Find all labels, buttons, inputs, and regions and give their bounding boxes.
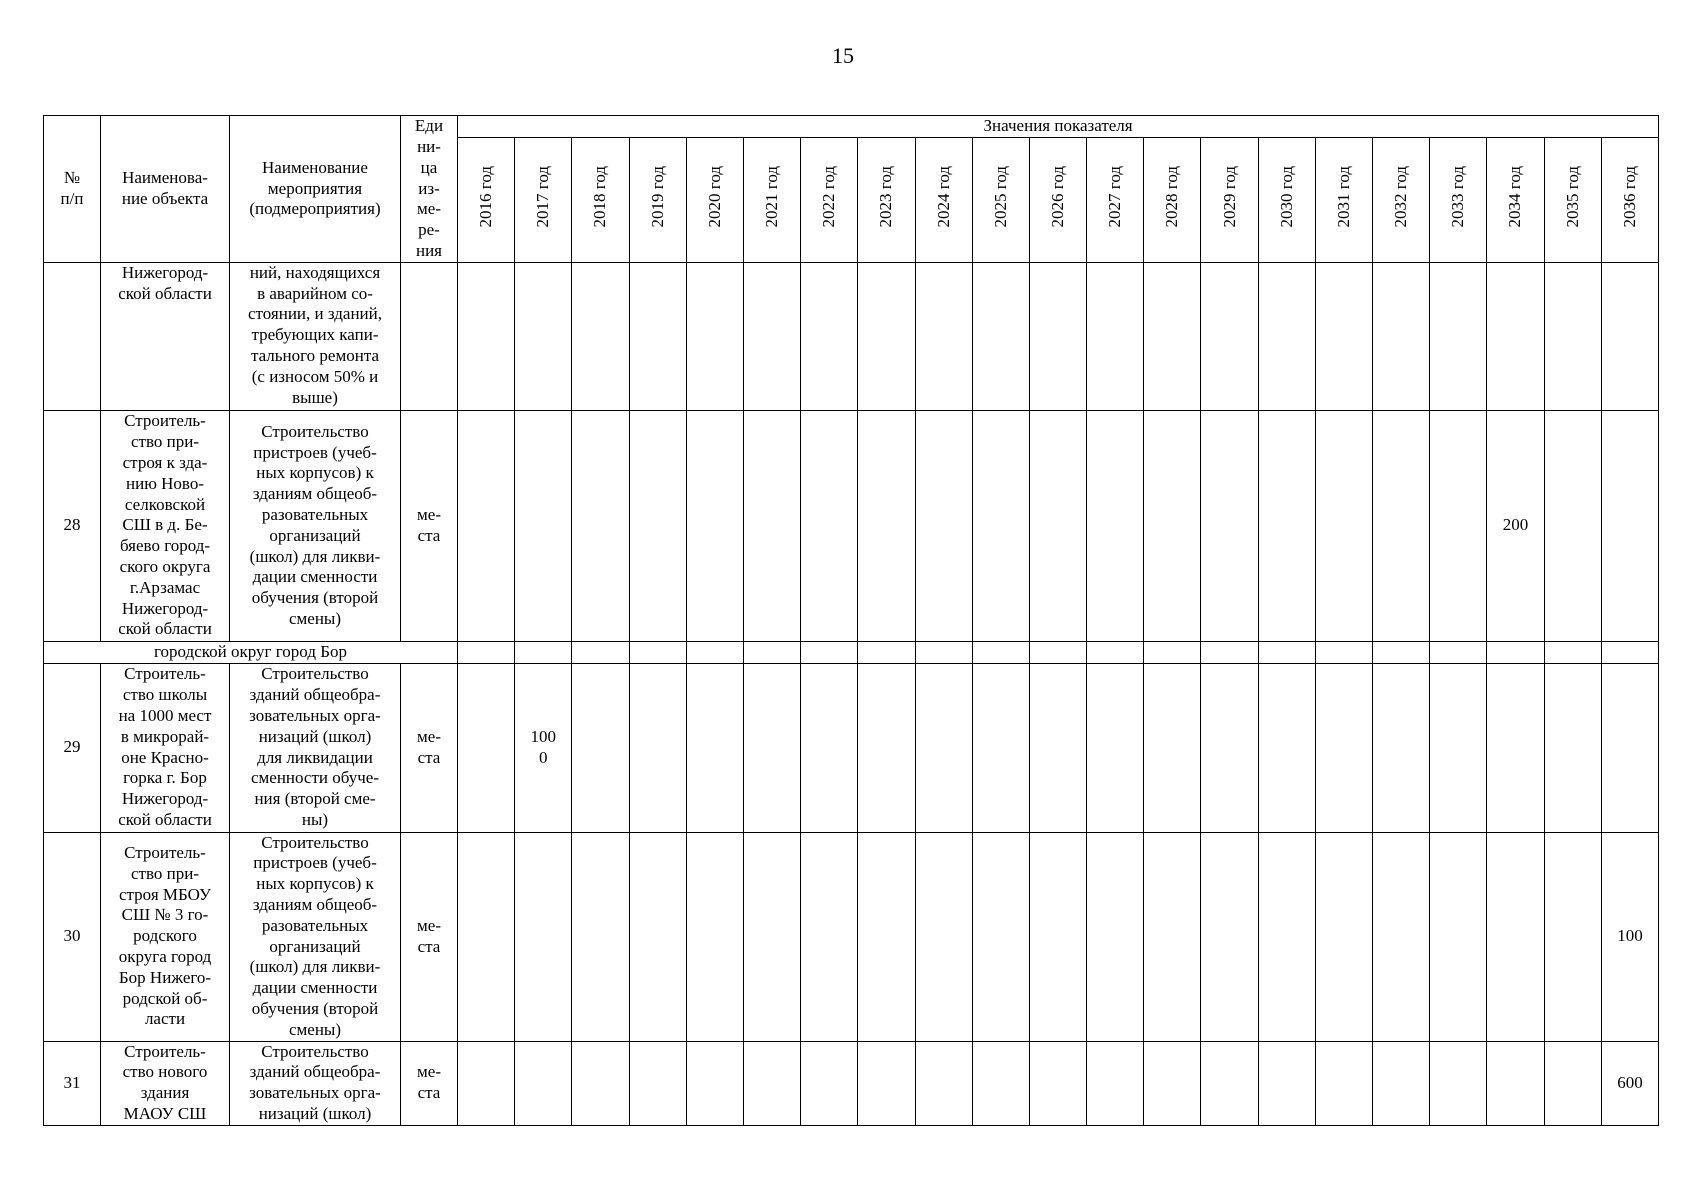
cell-value-2018 <box>572 262 629 410</box>
cell-value-2020 <box>686 410 743 641</box>
cell-value-2029 <box>1201 663 1258 832</box>
cell-value-2016 <box>458 832 515 1041</box>
cell-value-2028 <box>1144 1041 1201 1125</box>
year-label: 2018 год <box>590 166 610 228</box>
cell-number: 28 <box>44 410 101 641</box>
table-row <box>44 262 1659 410</box>
header-year-2033 <box>1430 137 1487 262</box>
cell-value-2036 <box>1601 410 1658 641</box>
cell-value-2026 <box>1029 262 1086 410</box>
year-label: 2029 год <box>1219 166 1239 228</box>
cell-value-2020 <box>686 663 743 832</box>
cell-value-2021 <box>743 641 800 663</box>
cell-value-2020 <box>686 1041 743 1125</box>
cell-value-2021 <box>743 832 800 1041</box>
cell-unit: ме- ста <box>401 1041 458 1125</box>
cell-value-2029 <box>1201 410 1258 641</box>
table-header <box>44 116 1659 263</box>
cell-value-2025 <box>972 262 1029 410</box>
cell-object-name: Нижегород- ской области <box>101 262 230 410</box>
header-year-2031 <box>1315 137 1372 262</box>
cell-value-2018 <box>572 641 629 663</box>
cell-value-2032 <box>1373 1041 1430 1125</box>
cell-value-2017 <box>515 832 572 1041</box>
cell-event-name: Строительство зданий общеобра- зовательных орга- низаций (школ) <box>230 1041 401 1125</box>
year-label: 2028 год <box>1162 166 1182 228</box>
cell-value-2023 <box>858 262 915 410</box>
header-year-2034 <box>1487 137 1544 262</box>
cell-value-2031 <box>1315 262 1372 410</box>
cell-number: 31 <box>44 1041 101 1125</box>
header-year-2020 <box>686 137 743 262</box>
cell-value-2033 <box>1430 641 1487 663</box>
cell-value-2017: 100 0 <box>515 663 572 832</box>
cell-value-2024 <box>915 262 972 410</box>
cell-value-2032 <box>1373 410 1430 641</box>
cell-value-2026 <box>1029 1041 1086 1125</box>
cell-event-name: Строительство зданий общеобра- зовательных орга- низаций (школ) для ликвидации сменности обуче- ния (второй сме- ны) <box>230 663 401 832</box>
cell-value-2026 <box>1029 663 1086 832</box>
cell-value-2022 <box>801 641 858 663</box>
cell-value-2017 <box>515 641 572 663</box>
year-label: 2019 год <box>647 166 667 228</box>
header-year-2023 <box>858 137 915 262</box>
cell-unit: ме- ста <box>401 663 458 832</box>
cell-value-2028 <box>1144 641 1201 663</box>
cell-number: 30 <box>44 832 101 1041</box>
cell-value-2020 <box>686 262 743 410</box>
header-year-2019 <box>629 137 686 262</box>
cell-unit: ме- ста <box>401 832 458 1041</box>
header-number: № п/п <box>44 116 101 263</box>
cell-value-2030 <box>1258 262 1315 410</box>
year-label: 2031 год <box>1333 166 1353 228</box>
cell-event-name: Строительство пристроев (учеб- ных корпусов) к зданиям общеоб- разовательных организаций (школ) для ликви- дации сменности обучения (второй смены) <box>230 410 401 641</box>
cell-value-2021 <box>743 410 800 641</box>
cell-value-2025 <box>972 410 1029 641</box>
cell-value-2023 <box>858 641 915 663</box>
year-label: 2026 год <box>1047 166 1067 228</box>
cell-value-2030 <box>1258 641 1315 663</box>
cell-object-name: Строитель- ство при- строя МБОУ СШ № 3 го- родского округа город Бор Нижего- родской об- ласти <box>101 832 230 1041</box>
cell-unit <box>401 262 458 410</box>
cell-value-2021 <box>743 663 800 832</box>
cell-value-2033 <box>1430 410 1487 641</box>
header-year-2016 <box>458 137 515 262</box>
cell-value-2018 <box>572 410 629 641</box>
year-label: 2030 год <box>1276 166 1296 228</box>
cell-value-2022 <box>801 262 858 410</box>
cell-value-2027 <box>1087 410 1144 641</box>
cell-value-2034 <box>1487 641 1544 663</box>
cell-value-2021 <box>743 262 800 410</box>
header-year-2029 <box>1201 137 1258 262</box>
cell-value-2027 <box>1087 663 1144 832</box>
year-label: 2033 год <box>1448 166 1468 228</box>
cell-event-name: Строительство пристроев (учеб- ных корпусов) к зданиям общеоб- разовательных организаций (школ) для ликви- дации сменности обучения (второй смены) <box>230 832 401 1041</box>
cell-value-2023 <box>858 663 915 832</box>
cell-value-2019 <box>629 1041 686 1125</box>
cell-value-2031 <box>1315 1041 1372 1125</box>
section-label: городской округ город Бор <box>44 641 458 663</box>
cell-value-2025 <box>972 832 1029 1041</box>
cell-value-2032 <box>1373 641 1430 663</box>
header-year-2017 <box>515 137 572 262</box>
cell-value-2021 <box>743 1041 800 1125</box>
cell-value-2036 <box>1601 641 1658 663</box>
cell-value-2020 <box>686 641 743 663</box>
cell-value-2023 <box>858 832 915 1041</box>
cell-value-2032 <box>1373 262 1430 410</box>
cell-value-2024 <box>915 641 972 663</box>
year-label: 2017 год <box>533 166 553 228</box>
cell-number <box>44 262 101 410</box>
header-year-2024 <box>915 137 972 262</box>
cell-value-2028 <box>1144 832 1201 1041</box>
cell-value-2030 <box>1258 832 1315 1041</box>
header-year-2022 <box>801 137 858 262</box>
cell-object-name: Строитель- ство нового здания МАОУ СШ <box>101 1041 230 1125</box>
cell-value-2035 <box>1544 832 1601 1041</box>
table-row <box>44 1041 1659 1125</box>
table-row <box>44 663 1659 832</box>
cell-value-2034: 200 <box>1487 410 1544 641</box>
cell-value-2019 <box>629 832 686 1041</box>
cell-value-2024 <box>915 1041 972 1125</box>
cell-value-2033 <box>1430 663 1487 832</box>
header-year-2018 <box>572 137 629 262</box>
cell-value-2027 <box>1087 641 1144 663</box>
header-year-2021 <box>743 137 800 262</box>
cell-value-2024 <box>915 832 972 1041</box>
cell-value-2034 <box>1487 663 1544 832</box>
cell-value-2024 <box>915 410 972 641</box>
cell-value-2025 <box>972 1041 1029 1125</box>
cell-value-2029 <box>1201 1041 1258 1125</box>
cell-value-2029 <box>1201 641 1258 663</box>
header-object-name: Наименова- ние объекта <box>101 116 230 263</box>
cell-value-2036: 600 <box>1601 1041 1658 1125</box>
cell-value-2035 <box>1544 262 1601 410</box>
cell-value-2017 <box>515 1041 572 1125</box>
table-row <box>44 832 1659 1041</box>
cell-value-2026 <box>1029 410 1086 641</box>
header-indicator-values: Значения показателя <box>458 116 1659 138</box>
header-year-2025 <box>972 137 1029 262</box>
header-year-2028 <box>1144 137 1201 262</box>
year-label: 2024 год <box>933 166 953 228</box>
cell-value-2035 <box>1544 1041 1601 1125</box>
cell-value-2016 <box>458 641 515 663</box>
cell-value-2032 <box>1373 832 1430 1041</box>
header-year-2036 <box>1601 137 1658 262</box>
year-label: 2016 год <box>476 166 496 228</box>
cell-value-2026 <box>1029 641 1086 663</box>
cell-value-2026 <box>1029 832 1086 1041</box>
cell-value-2028 <box>1144 262 1201 410</box>
cell-value-2019 <box>629 262 686 410</box>
cell-value-2019 <box>629 410 686 641</box>
year-label: 2036 год <box>1619 166 1639 228</box>
year-label: 2021 год <box>762 166 782 228</box>
cell-value-2016 <box>458 1041 515 1125</box>
cell-value-2019 <box>629 641 686 663</box>
cell-value-2031 <box>1315 832 1372 1041</box>
header-year-2032 <box>1373 137 1430 262</box>
cell-value-2034 <box>1487 832 1544 1041</box>
year-label: 2025 год <box>990 166 1010 228</box>
cell-value-2035 <box>1544 641 1601 663</box>
cell-value-2025 <box>972 663 1029 832</box>
cell-value-2018 <box>572 663 629 832</box>
cell-value-2033 <box>1430 262 1487 410</box>
header-year-2027 <box>1087 137 1144 262</box>
cell-value-2018 <box>572 1041 629 1125</box>
cell-value-2031 <box>1315 663 1372 832</box>
cell-value-2025 <box>972 641 1029 663</box>
cell-value-2029 <box>1201 832 1258 1041</box>
cell-value-2031 <box>1315 410 1372 641</box>
cell-value-2017 <box>515 410 572 641</box>
year-label: 2034 год <box>1505 166 1525 228</box>
cell-value-2016 <box>458 663 515 832</box>
cell-value-2022 <box>801 1041 858 1125</box>
table-row <box>44 410 1659 641</box>
cell-value-2022 <box>801 663 858 832</box>
cell-value-2035 <box>1544 410 1601 641</box>
cell-value-2018 <box>572 832 629 1041</box>
header-row-groups <box>44 116 1659 138</box>
cell-value-2023 <box>858 1041 915 1125</box>
cell-value-2023 <box>858 410 915 641</box>
year-label: 2035 год <box>1562 166 1582 228</box>
cell-value-2032 <box>1373 663 1430 832</box>
indicator-table <box>43 115 1659 1126</box>
header-event-name: Наименование мероприятия (подмероприятия) <box>230 116 401 263</box>
year-label: 2022 год <box>819 166 839 228</box>
year-label: 2027 год <box>1105 166 1125 228</box>
cell-value-2036 <box>1601 663 1658 832</box>
cell-event-name: ний, находящихся в аварийном со- стоянии, и зданий, требующих капи- тального ремонта (с износом 50% и выше) <box>230 262 401 410</box>
cell-value-2035 <box>1544 663 1601 832</box>
cell-value-2028 <box>1144 663 1201 832</box>
year-label: 2020 год <box>704 166 724 228</box>
header-year-2035 <box>1544 137 1601 262</box>
cell-value-2022 <box>801 832 858 1041</box>
table-body <box>44 262 1659 1125</box>
year-label: 2023 год <box>876 166 896 228</box>
header-year-2030 <box>1258 137 1315 262</box>
page-number: 15 <box>832 43 854 68</box>
year-label: 2032 год <box>1391 166 1411 228</box>
header-year-2026 <box>1029 137 1086 262</box>
cell-value-2022 <box>801 410 858 641</box>
cell-value-2027 <box>1087 262 1144 410</box>
cell-value-2016 <box>458 262 515 410</box>
cell-value-2034 <box>1487 262 1544 410</box>
cell-value-2027 <box>1087 1041 1144 1125</box>
cell-number: 29 <box>44 663 101 832</box>
cell-object-name: Строитель- ство школы на 1000 мест в микрорай- оне Красно- горка г. Бор Нижегород- ской области <box>101 663 230 832</box>
cell-value-2016 <box>458 410 515 641</box>
cell-value-2030 <box>1258 663 1315 832</box>
cell-value-2017 <box>515 262 572 410</box>
cell-value-2030 <box>1258 410 1315 641</box>
cell-value-2034 <box>1487 1041 1544 1125</box>
cell-value-2029 <box>1201 262 1258 410</box>
cell-value-2031 <box>1315 641 1372 663</box>
cell-value-2036 <box>1601 262 1658 410</box>
cell-value-2033 <box>1430 832 1487 1041</box>
cell-value-2036: 100 <box>1601 832 1658 1041</box>
header-unit: Еди ни- ца из- ме- ре- ния <box>401 116 458 263</box>
cell-value-2030 <box>1258 1041 1315 1125</box>
cell-value-2027 <box>1087 832 1144 1041</box>
cell-object-name: Строитель- ство при- строя к зда- нию Ново- селковской СШ в д. Бе- бяево город- ского округа г.Арзамас Нижегород- ской области <box>101 410 230 641</box>
section-row <box>44 641 1659 663</box>
cell-value-2033 <box>1430 1041 1487 1125</box>
cell-value-2019 <box>629 663 686 832</box>
cell-value-2028 <box>1144 410 1201 641</box>
cell-unit: ме- ста <box>401 410 458 641</box>
cell-value-2020 <box>686 832 743 1041</box>
cell-value-2024 <box>915 663 972 832</box>
